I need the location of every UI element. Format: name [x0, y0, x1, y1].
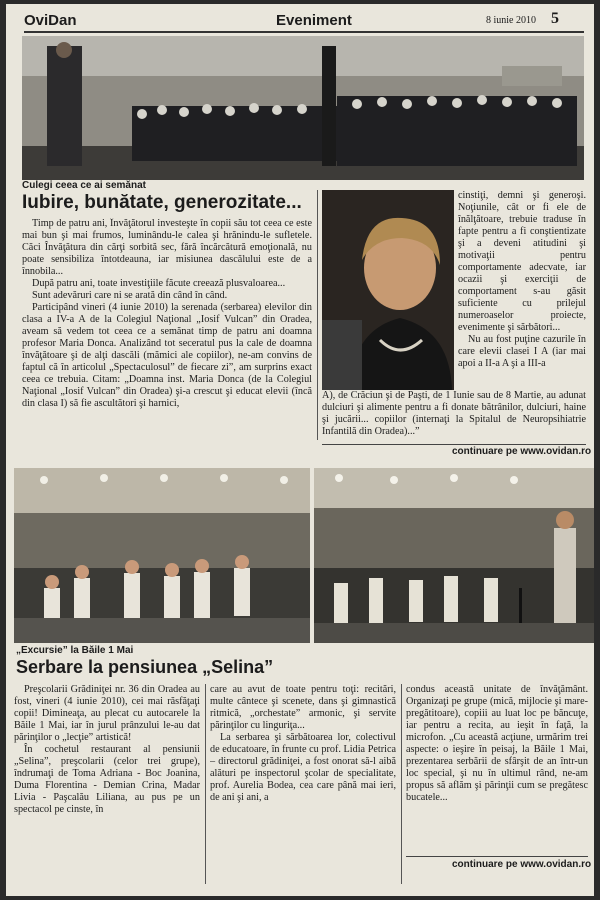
article1-column-bottom	[322, 390, 586, 442]
photo-kindergarten-left	[14, 468, 310, 643]
column-divider	[205, 684, 206, 884]
photo-caption-article2: „Excursie” la Băile 1 Mai	[16, 645, 134, 656]
column-divider	[401, 684, 402, 884]
article2-paragraph: La serbarea şi sărbătoarea lor, colectivul de educatoare, în frunte cu prof. Lidia Petrica – directorul grădiniţei, a fost onorat să-l aibă alături pe inspectorul şcolar de specialitate, prof. Aurelia Bodea, cea care până mai ieri, de ani şi ani, a	[210, 732, 396, 803]
page-number: 5	[551, 10, 559, 27]
article1-column2	[458, 190, 586, 390]
photo-class-celebration	[22, 36, 584, 180]
article2-column3	[406, 684, 588, 852]
article1-headline: Iubire, bunătate, generozitate...	[22, 192, 302, 213]
article1-continue-link[interactable]: continuare pe www.ovidan.ro	[452, 446, 592, 457]
article2-column2	[210, 684, 396, 884]
header-rule	[24, 31, 584, 33]
newspaper-page	[6, 4, 594, 896]
photo-kindergarten-right-image	[314, 468, 594, 643]
photo-teacher-portrait	[322, 190, 454, 390]
article1-paragraph: Sunt adevăruri care ni se arată din când în când.	[32, 290, 228, 301]
article1-paragraph: Timp de patru ani, Învăţătorul investeşte în copii său tot ceea ce este mai bun şi mai frumos, luminându-le calea şi hrănindu-le sufletele. Căci Învăţătura din cărţi sorbită sec, fără încărcătură emoţională, nu poate sensibiliza întotdeauna, iar misiunea dascălului este de a înnobila...	[22, 218, 312, 277]
photo-kindergarten-left-image	[14, 468, 310, 643]
page-header	[6, 4, 594, 36]
article1-paragraph: A), de Crăciun şi de Paşti, de 1 Iunie sau de 8 Martie, au adunat dulciuri şi alimente pentru a fi donate bătrânilor, dulciuri, haine şi jucării... copiilor (internaţi la Spitalul de Neuropsihiatrie Infantilă din Oradea)...”	[322, 390, 586, 437]
publication-name: OviDan	[24, 12, 77, 29]
photo-caption-article1: Culegi ceea ce ai semănat	[22, 180, 146, 191]
section-name: Eveniment	[276, 12, 352, 29]
article2-paragraph: care au avut de toate pentru toţi: recitări, multe cântece şi scenete, dans şi gimnastică ritmică, „orchestate” armonic, şi servite părinţilor cu linguriţa...	[210, 684, 396, 731]
column-divider	[317, 190, 318, 440]
article2-paragraph: În cochetul restaurant al pensiunii „Selina”, preşcolarii (celor trei grupe), îndrumaţi de Toma Adriana - Boc Joanina, Duma Florentina - Demian Crina, Madar Livia - Paşcalău Liliana, au pus pe un spectacol pe cinste, în	[14, 744, 200, 815]
article1-paragraph: Participând vineri (4 iunie 2010) la serenada (serbarea) elevilor din clasa a IV-a A de la Colegiul Naţional „Iosif Vulcan” din Oradea, aveam să vedem tot ceea ce a semănat timp de patru ani doamna profesor Maria Donca. Analizând tot seceratul pus la cale de doamna învăţătoare şi de alţi dascăli (mămici ale copiilor), ne-am convins de faptul că în articolul „Spectaculosul” de fiecare zi”, am surprins exact ceea ce trebuia. Citam: „Doamna inst. Maria Donca (de la Colegiul Naţional „Iosif Vulcan” din Oradea) şi-a crescut şi educat elevii (încă din clasa I) să fie ascultători şi harnici,	[22, 302, 312, 409]
photo-kindergarten-right	[314, 468, 594, 643]
article1-column1	[22, 218, 312, 440]
photo-class-celebration-image	[22, 36, 584, 180]
article2-continue-link[interactable]: continuare pe www.ovidan.ro	[452, 859, 592, 870]
article1-paragraph: Nu au fost puţine cazurile în care elevii clasei I A (iar mai apoi a II-a A şi a III-a	[458, 334, 586, 369]
article1-paragraph: cinstiţi, demni şi generoşi. Noţiunile, cât or fi ele de înălţătoare, trebuie traduse în fapte pentru a fi conştientizate şi a deveni atitudini şi motivaţii pentru comportamente adecvate, iar ocazii şi exerciţii de comportament s-au găsit suficiente cu prilejul numeroaselor proiecte, evenimente şi sărbători...	[458, 190, 586, 333]
article2-continue-rule	[406, 856, 588, 857]
photo-teacher-portrait-image	[322, 190, 454, 390]
article2-column1	[14, 684, 200, 884]
article1-continue-rule	[322, 444, 586, 445]
issue-date: 8 iunie 2010	[486, 15, 536, 26]
article1-paragraph: După patru ani, toate investiţiile făcute creează plusvaloarea...	[32, 278, 286, 289]
article2-paragraph: condus această unitate de învăţământ. Organizaţi pe grupe (mică, mijlocie şi mare-pregătitoare), copiii au luat loc pe băncuţe, iar pentru a recita, au ieşit în faţă, la microfon. „Cu această acţiune, urmărim trei aspecte: o ieşire în peisaj, la Băile 1 Mai, prezentarea serbării de sfârşit de an într-un loc special, şi nu în ultimul rând, ne-am propus să aflăm şi părinţii cum se pregătesc bucatele...	[406, 684, 588, 803]
article2-headline: Serbare la pensiunea „Selina”	[16, 657, 274, 677]
article2-paragraph: Preşcolarii Grădiniţei nr. 36 din Oradea au fost, vineri (4 iunie 2010), cei mai răsfăţaţi copii! Dimineaţa, au plecat cu autocarele la Băile 1 Mai, iar în jurul prânzului le-au dat părinţilor o „lecţie” artistică!	[14, 684, 200, 743]
